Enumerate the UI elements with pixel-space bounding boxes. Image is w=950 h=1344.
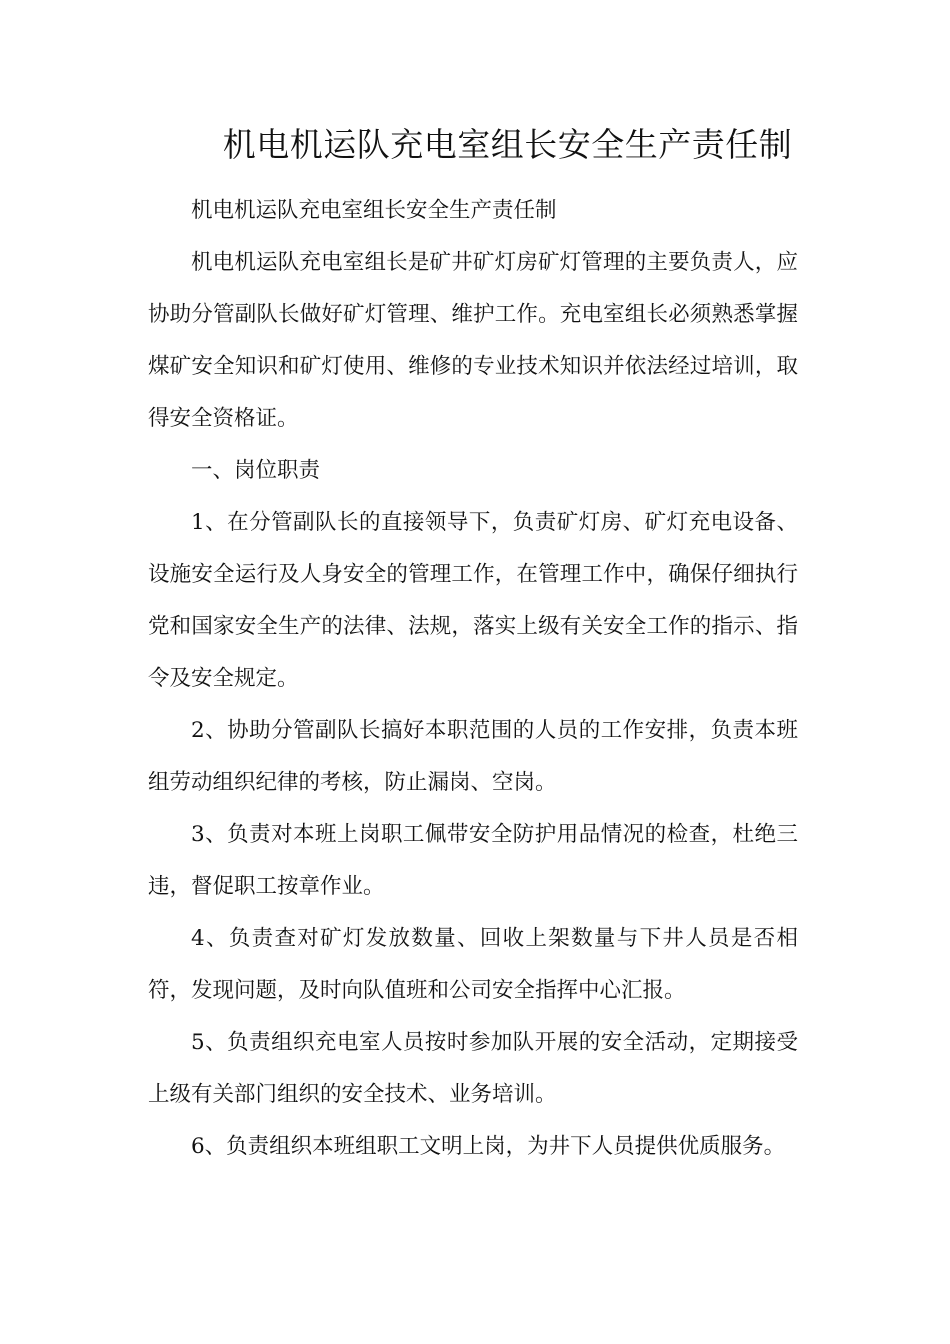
document-body — [148, 185, 798, 1173]
intro-paragraph: 机电机运队充电室组长是矿井矿灯房矿灯管理的主要负责人，应协助分管副队长做好矿灯管理、维护工作。充电室组长必须熟悉掌握煤矿安全知识和矿灯使用、维修的专业技术知识并依法经过培训，取得安全资格证。 — [148, 250, 798, 431]
duty-item-5: 5、负责组织充电室人员按时参加队开展的安全活动，定期接受上级有关部门组织的安全技术、业务培训。 — [148, 1030, 798, 1107]
duty-item-6: 6、负责组织本班组职工文明上岗，为井下人员提供优质服务。 — [191, 1134, 786, 1159]
duty-item-3: 3、负责对本班上岗职工佩带安全防护用品情况的检查，杜绝三违，督促职工按章作业。 — [148, 822, 798, 899]
duty-item-4: 4、负责查对矿灯发放数量、回收上架数量与下井人员是否相符，发现问题，及时向队值班和公司安全指挥中心汇报。 — [148, 926, 798, 1003]
duty-item-1: 1、在分管副队长的直接领导下，负责矿灯房、矿灯充电设备、设施安全运行及人身安全的管理工作，在管理工作中，确保仔细执行党和国家安全生产的法律、法规，落实上级有关安全工作的指示、指令及安全规定。 — [148, 510, 798, 691]
duty-item-2: 2、协助分管副队长搞好本职范围的人员的工作安排，负责本班组劳动组织纪律的考核，防止漏岗、空岗。 — [148, 718, 798, 795]
subtitle-paragraph: 机电机运队充电室组长安全生产责任制 — [191, 198, 557, 223]
section-heading: 一、岗位职责 — [191, 458, 321, 483]
document-title: 机电机运队充电室组长安全生产责任制 — [222, 125, 793, 164]
